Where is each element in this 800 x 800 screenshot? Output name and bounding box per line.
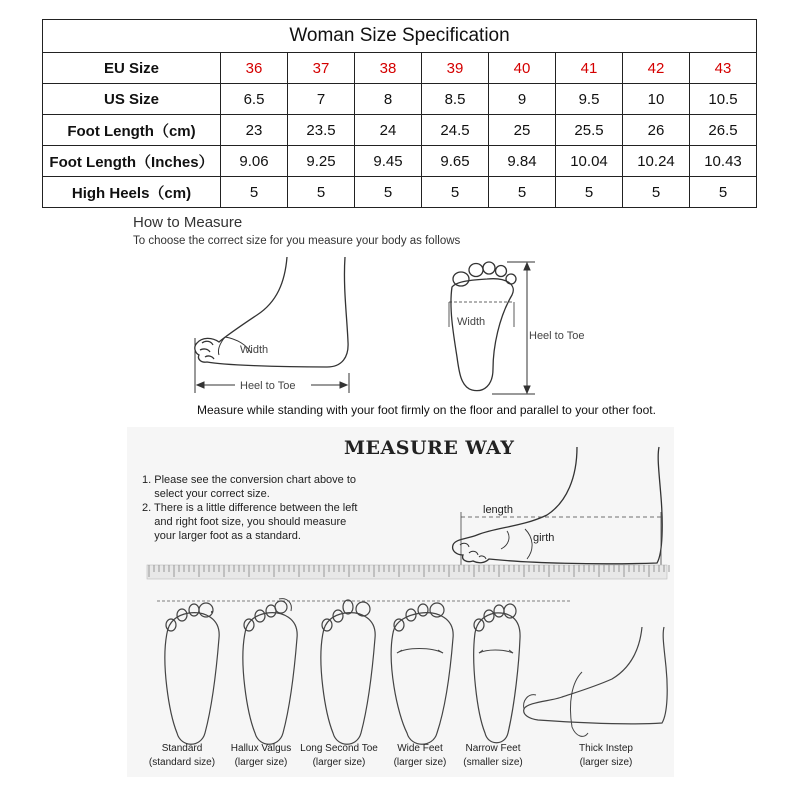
table-cell: 5 (489, 177, 556, 208)
thick-instep-foot (524, 627, 668, 736)
sole-width-label: Width (457, 316, 486, 328)
row-label: Foot Length（Inches） (43, 146, 221, 177)
foot-type-label (294, 742, 384, 770)
foot-type-name: Standard (161, 743, 203, 754)
row-label: Foot Length（cm) (43, 115, 221, 146)
table-row (43, 115, 757, 146)
table-cell: 24.5 (422, 115, 489, 146)
table-cell: 25.5 (556, 115, 623, 146)
row-label: High Heels（cm) (43, 177, 221, 208)
ruler (147, 565, 669, 579)
foot-type-label (448, 742, 538, 770)
table-cell: 10.5 (690, 84, 757, 115)
how-to-measure-subtitle: To choose the correct size for you measure your body as follows (133, 235, 461, 247)
table-row (43, 146, 757, 177)
measure-step-1: 1. Please see the conversion chart above to select your correct size. (142, 474, 357, 500)
table-cell: 9.45 (355, 146, 422, 177)
table-cell: 5 (288, 177, 355, 208)
wide-feet-foot (391, 603, 453, 744)
table-cell: 9.65 (422, 146, 489, 177)
table-cell: 43 (690, 53, 757, 84)
foot-type-name: Wide Feet (397, 743, 443, 754)
table-cell: 36 (221, 53, 288, 84)
standard-foot (165, 603, 219, 744)
row-label: EU Size (43, 53, 221, 84)
sole-length-label: Heel to Toe (529, 330, 585, 342)
table-cell: 37 (288, 53, 355, 84)
table-cell: 23 (221, 115, 288, 146)
table-cell: 7 (288, 84, 355, 115)
table-cell: 5 (623, 177, 690, 208)
hallux-valgus-foot (243, 599, 297, 745)
table-cell: 10.24 (623, 146, 690, 177)
foot-type-note: (larger size) (579, 757, 633, 768)
foot-type-name: Hallux Valgus (230, 743, 292, 754)
narrow-feet-foot (474, 604, 520, 743)
long-second-toe-foot (321, 600, 375, 744)
table-row (43, 177, 757, 208)
measure-way-title: MEASURE WAY (344, 437, 515, 459)
measure-note: Measure while standing with your foot firmly on the floor and parallel to your other foot. (197, 403, 656, 417)
foot-type-name: Long Second Toe (300, 743, 378, 754)
side-length-label: Heel to Toe (240, 380, 296, 392)
table-cell: 38 (355, 53, 422, 84)
table-cell: 5 (355, 177, 422, 208)
table-cell: 5 (422, 177, 489, 208)
table-cell: 10.43 (690, 146, 757, 177)
table-cell: 9.5 (556, 84, 623, 115)
table-cell: 5 (690, 177, 757, 208)
measure-way-diagram (127, 427, 674, 777)
foot-type-note: (standard size) (148, 757, 216, 768)
foot-type-label (216, 742, 306, 770)
table-cell: 6.5 (221, 84, 288, 115)
table-cell: 26.5 (690, 115, 757, 146)
side-width-label: Width (240, 344, 269, 356)
foot-type-note: (larger size) (234, 757, 288, 768)
table-cell: 10 (623, 84, 690, 115)
table-cell: 9.84 (489, 146, 556, 177)
table-cell: 8 (355, 84, 422, 115)
table-cell: 10.04 (556, 146, 623, 177)
row-label: US Size (43, 84, 221, 115)
table-cell: 9.25 (288, 146, 355, 177)
measure-step-2: 2. There is a little difference between the left and right foot size, you should measure your larger foot as a standard. (142, 502, 358, 542)
table-title-row (43, 20, 757, 53)
table-cell: 23.5 (288, 115, 355, 146)
table-cell: 25 (489, 115, 556, 146)
girth-label: girth (533, 532, 555, 544)
foot-type-note: (larger size) (312, 757, 366, 768)
table-cell: 9.06 (221, 146, 288, 177)
length-label: length (483, 504, 513, 516)
table-title: Woman Size Specification (43, 20, 757, 53)
size-table (42, 19, 757, 208)
table-row (43, 84, 757, 115)
table-cell: 42 (623, 53, 690, 84)
table-cell: 41 (556, 53, 623, 84)
foot-type-label (137, 742, 227, 770)
table-row (43, 53, 757, 84)
table-cell: 40 (489, 53, 556, 84)
table-cell: 8.5 (422, 84, 489, 115)
measure-way-panel (127, 427, 674, 777)
foot-type-label (561, 742, 651, 770)
how-to-measure-diagram (127, 257, 699, 402)
table-cell: 39 (422, 53, 489, 84)
table-cell: 5 (556, 177, 623, 208)
foot-type-name: Narrow Feet (465, 743, 521, 754)
how-to-measure-panel (127, 212, 699, 422)
how-to-measure-title: How to Measure (133, 214, 243, 231)
foot-type-name: Thick Instep (579, 743, 633, 754)
table-cell: 5 (221, 177, 288, 208)
table-cell: 26 (623, 115, 690, 146)
foot-type-note: (smaller size) (463, 757, 523, 768)
side-foot-illustration (195, 257, 348, 367)
table-cell: 9 (489, 84, 556, 115)
table-cell: 24 (355, 115, 422, 146)
foot-type-note: (larger size) (393, 757, 447, 768)
